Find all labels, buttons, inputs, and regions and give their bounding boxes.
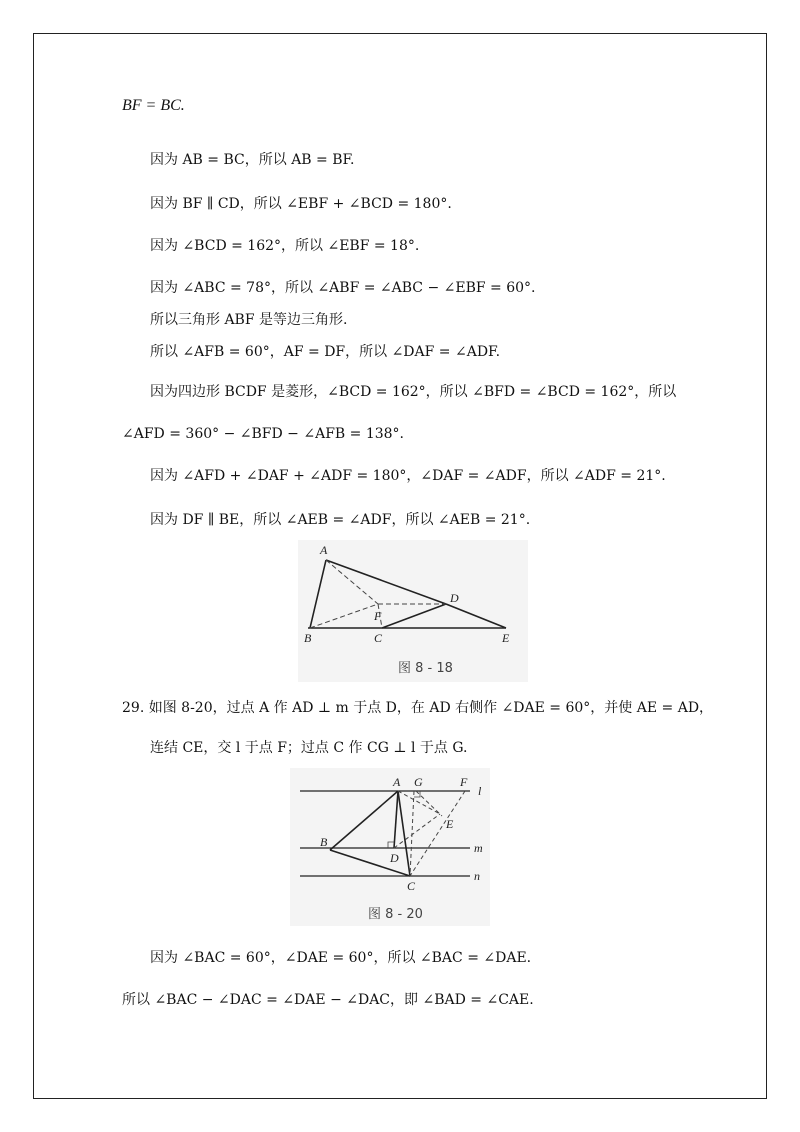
text-line-12: 29. 如图 8-20，过点 A 作 AD ⊥ m 于点 D，在 AD 右侧作 ∠DAE = 60°，并使 AE = AD， <box>122 700 714 716</box>
label-F: F <box>374 609 382 623</box>
text-line-9: ∠AFD = 360° − ∠BFD − ∠AFB = 138°. <box>122 426 404 442</box>
text-line-1: BF = BC. <box>122 97 185 114</box>
text-line-4: 因为 ∠BCD = 162°，所以 ∠EBF = 18°. <box>150 238 420 254</box>
label-D: D <box>390 851 399 865</box>
text-line-2: 因为 AB = BC，所以 AB = BF. <box>150 152 355 168</box>
label-D: D <box>450 591 459 605</box>
label-n: n <box>474 869 480 883</box>
label-B: B <box>304 631 312 645</box>
text-line-8: 因为四边形 BCDF 是菱形，∠BCD = 162°，所以 ∠BFD = ∠BCD = 162°，所以 <box>150 384 677 400</box>
label-A: A <box>393 775 401 789</box>
text-line-15: 所以 ∠BAC − ∠DAC = ∠DAE − ∠DAC，即 ∠BAD = ∠CAE. <box>122 992 534 1008</box>
label-E: E <box>502 631 510 645</box>
label-A: A <box>320 543 328 557</box>
text-line-14: 因为 ∠BAC = 60°，∠DAE = 60°，所以 ∠BAC = ∠DAE. <box>150 950 532 966</box>
label-l: l <box>478 784 482 798</box>
label-B: B <box>320 835 328 849</box>
figure-caption: 图 8 - 20 <box>368 907 423 922</box>
label-C: C <box>407 879 416 893</box>
label-C: C <box>374 631 383 645</box>
label-G: G <box>414 775 423 789</box>
label-m: m <box>474 841 483 855</box>
text-line-10: 因为 ∠AFD + ∠DAF + ∠ADF = 180°，∠DAF = ∠ADF，所以 ∠ADF = 21°. <box>150 468 666 484</box>
text-line-5: 因为 ∠ABC = 78°，所以 ∠ABF = ∠ABC − ∠EBF = 60°. <box>150 280 536 296</box>
label-F: F <box>460 775 468 789</box>
figure-caption: 图 8 - 18 <box>398 661 453 676</box>
figure-8-20 <box>290 768 490 926</box>
label-E: E <box>446 817 454 831</box>
text-line-13: 连结 CE，交 l 于点 F；过点 C 作 CG ⊥ l 于点 G. <box>150 740 468 756</box>
text-line-7: 所以 ∠AFB = 60°，AF = DF，所以 ∠DAF = ∠ADF. <box>150 344 501 360</box>
figure-8-18 <box>298 540 528 682</box>
text-line-11: 因为 DF ∥ BE，所以 ∠AEB = ∠ADF，所以 ∠AEB = 21°. <box>150 512 531 528</box>
text-line-6: 所以三角形 ABF 是等边三角形. <box>150 312 348 328</box>
text-line-3: 因为 BF ∥ CD，所以 ∠EBF + ∠BCD = 180°. <box>150 196 452 212</box>
